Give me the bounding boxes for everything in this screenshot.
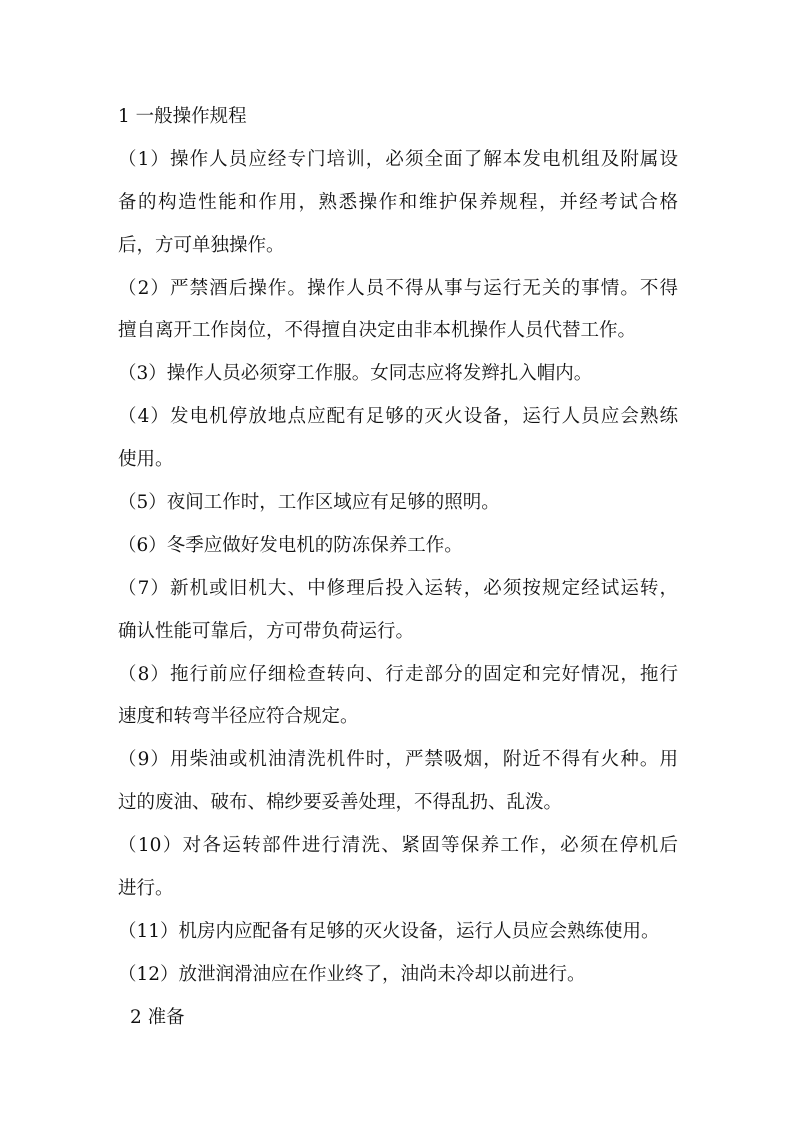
paragraph-line: 确认性能可靠后，方可带负荷运行。 xyxy=(118,620,415,642)
paragraph xyxy=(118,525,678,568)
section-heading: 2 准备 xyxy=(130,1006,185,1028)
paragraph-line: （6）冬季应做好发电机的防冻保养工作。 xyxy=(118,534,463,556)
paragraph-line: （4）发电机停放地点应配有足够的灭火设备，运行人员应会熟练 xyxy=(118,406,678,428)
paragraph xyxy=(118,482,678,525)
paragraph xyxy=(118,825,678,911)
section-heading: 1 一般操作规程 xyxy=(118,106,247,127)
paragraph xyxy=(118,353,678,396)
paragraph-line: 过的废油、破布、棉纱要妥善处理，不得乱扔、乱泼。 xyxy=(118,792,563,814)
paragraph-line: 后，方可单独操作。 xyxy=(118,234,285,256)
paragraph xyxy=(118,911,678,954)
paragraph xyxy=(118,268,678,354)
paragraph xyxy=(118,568,678,654)
paragraph-list xyxy=(118,139,678,997)
paragraph xyxy=(118,654,678,740)
paragraph xyxy=(118,139,678,268)
paragraph-line: （5）夜间工作时，工作区域应有足够的照明。 xyxy=(118,492,500,514)
paragraph-line: （3）操作人员必须穿工作服。女同志应将发辫扎入帽内。 xyxy=(118,363,593,385)
paragraph-line: （12）放泄润滑油应在作业终了，油尚未冷却以前进行。 xyxy=(118,963,586,985)
paragraph-line: （10）对各运转部件进行清洗、紧固等保养工作，必须在停机后 xyxy=(118,835,678,857)
paragraph-line: 使用。 xyxy=(118,449,174,471)
paragraph-line: 备的构造性能和作用，熟悉操作和维护保养规程，并经考试合格 xyxy=(118,191,678,213)
document-page xyxy=(118,96,678,1040)
paragraph xyxy=(118,739,678,825)
paragraph-line: （1）操作人员应经专门培训，必须全面了解本发电机组及附属设 xyxy=(118,148,678,170)
paragraph-line: （2）严禁酒后操作。操作人员不得从事与运行无关的事情。不得 xyxy=(118,277,678,299)
paragraph-line: 速度和转弯半径应符合规定。 xyxy=(118,706,359,728)
paragraph-line: （11）机房内应配备有足够的灭火设备，运行人员应会熟练使用。 xyxy=(118,920,660,942)
paragraph-line: （8）拖行前应仔细检查转向、行走部分的固定和完好情况，拖行 xyxy=(118,663,678,685)
paragraph xyxy=(118,396,678,482)
paragraph-line: 进行。 xyxy=(118,878,174,900)
paragraph-line: （7）新机或旧机大、中修理后投入运转，必须按规定经试运转， xyxy=(118,577,678,599)
paragraph-line: 擅自离开工作岗位，不得擅自决定由非本机操作人员代替工作。 xyxy=(118,320,637,342)
paragraph-line: （9）用柴油或机油清洗机件时，严禁吸烟，附近不得有火种。用 xyxy=(118,749,678,771)
paragraph xyxy=(118,954,678,997)
